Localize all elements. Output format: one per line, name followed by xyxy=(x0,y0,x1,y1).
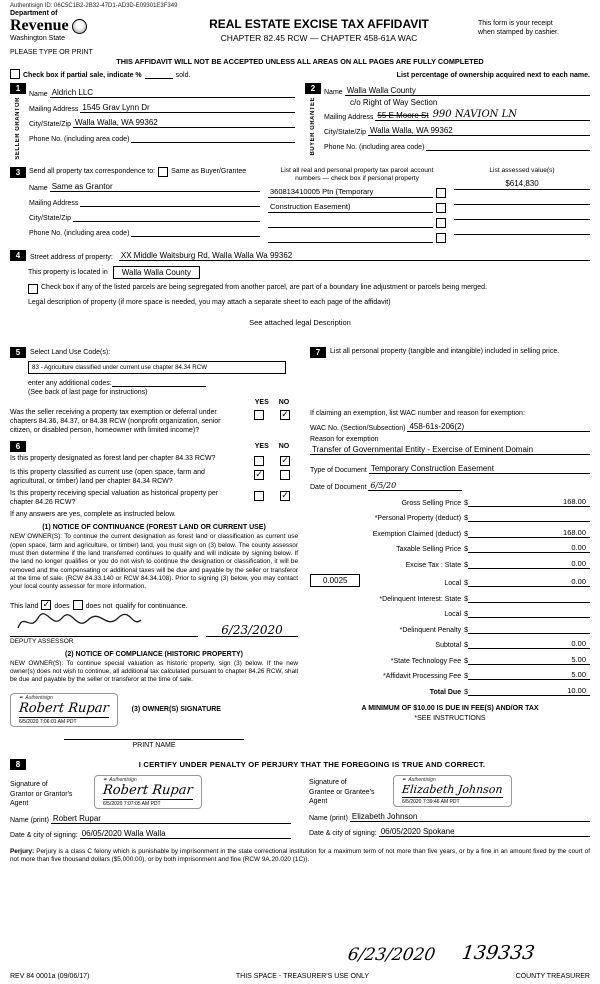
form-title: REAL ESTATE EXCISE TAX AFFIDAVIT xyxy=(209,17,429,31)
subtotal-label: Subtotal xyxy=(435,642,462,650)
additional-codes-field[interactable] xyxy=(112,376,206,387)
buyer-address-field[interactable] xyxy=(375,109,590,121)
reason-exemption-field[interactable] xyxy=(310,444,590,455)
exemption-claimed-label: Exemption Claimed (deduct) xyxy=(372,530,462,538)
partial-sale-percent-field[interactable] xyxy=(145,70,173,79)
excise-tax-local-label: Local xyxy=(444,580,462,588)
corr-phone-field[interactable] xyxy=(131,226,260,237)
parcel-field[interactable]: 360813410005 Ptn (Temporary xyxy=(268,187,433,198)
authentisign-label: Authentisign xyxy=(109,776,137,783)
gross-selling-price-field[interactable]: 168.00 xyxy=(468,497,590,507)
section-7-number: 7 xyxy=(310,347,326,358)
q2-yes-checkbox[interactable]: ✓ xyxy=(255,470,263,481)
dept-of-label: Department of xyxy=(10,10,58,17)
does-not-label: does not xyxy=(85,602,113,610)
type-of-document-label: Type of Document xyxy=(310,467,367,475)
qualify-label: qualify for continuance. xyxy=(115,602,188,610)
grantee-signature-timestamp: 6/5/2020 7:39:46 AM PDT xyxy=(402,797,503,806)
section-3-number: 3 xyxy=(10,167,26,178)
seller-name-field[interactable] xyxy=(50,87,295,98)
no-column-label: NO xyxy=(278,399,290,407)
corr-name-label: Name xyxy=(29,184,48,192)
owners-signature-label: (3) OWNER(S) SIGNATURE xyxy=(131,706,221,714)
dor-logo xyxy=(10,10,160,56)
buyer-care-of: c/o Right of Way Section xyxy=(350,98,438,107)
parcel-personal-checkbox[interactable] xyxy=(436,203,446,213)
buyer-address-struck-value: 55 E Moore St xyxy=(377,111,429,120)
segregated-checkbox[interactable] xyxy=(28,284,38,294)
washington-state-label: Washington State xyxy=(10,35,65,42)
corr-city-label: City/State/Zip xyxy=(29,214,72,222)
corr-name-field[interactable] xyxy=(50,181,260,192)
buyer-side-label: BUYER xyxy=(309,132,316,156)
seller-address-label: Mailing Address xyxy=(29,106,79,113)
corr-city-field[interactable] xyxy=(73,211,260,222)
authentisign-label: Authentisign xyxy=(408,776,436,783)
grantor-date-city-field[interactable] xyxy=(80,828,291,839)
excise-tax-state-label: Excise Tax : State xyxy=(405,561,462,569)
this-land-label: This land xyxy=(10,602,39,610)
notice-compliance-title: (2) NOTICE OF COMPLIANCE (HISTORIC PROPERTY) xyxy=(65,650,243,658)
excise-tax-state-field[interactable]: 0.00 xyxy=(468,559,590,569)
treasurer-space-label: THIS SPACE - TREASURER'S USE ONLY xyxy=(235,973,370,980)
land-use-section xyxy=(10,347,298,358)
delinquent-penalty-field[interactable] xyxy=(468,624,590,634)
section-6-number: 6 xyxy=(10,441,26,452)
grantee-side-label: GRANTEE xyxy=(309,97,316,130)
type-of-document-field[interactable] xyxy=(369,463,590,474)
grantor-date-city-value: 06/05/2020 Walla Walla xyxy=(81,828,166,838)
q1-no-checkbox[interactable]: ✓ xyxy=(281,456,289,467)
parcel-field[interactable] xyxy=(268,217,433,228)
land-use-title: Select Land Use Code(s): xyxy=(30,349,111,357)
perjury-statement: Perjury: Perjury is a class C felony which is punishable by imprisonment in the state correctional institution for a maximum term of not more than five years, or by a fine in an amount fixed by the court of not more than five thousand dollars ($5,000.00), or by both imprisonment and fine (RCW 9A.20.020 (1C)). xyxy=(10,847,590,863)
buyer-section xyxy=(305,83,590,160)
certify-statement: I CERTIFY UNDER PENALTY OF PERJURY THAT THE FOREGOING IS TRUE AND CORRECT. xyxy=(138,759,486,769)
buyer-name-field[interactable] xyxy=(345,85,590,96)
affidavit-page: Authentisign ID: 06C5C1B2-2B32-47D1-AD3D-E09301E3F349 Department of Revenue Washington State PLEASE TYPE OR PRINT REAL ESTATE EXCISE TAX AFFIDAVIT CHAPTER 82.45 RCW — CHAPTER 458-61A WAC This form is your receipt when stamped by cashier. THIS AFFIDAVIT WILL NOT BE ACCEPTED UNLESS ALL AREAS ON ALL PAGES ARE FULLY COMPLETED Check box if partial sale, indicate % sold. List percentage of ownership acquired next to each name. 1 SELLER GRANTOR Name Aldrich LLC Mailing Address 1545 Grav Lynn Dr City/State/Zip Walla Walla, WA 99362 Phone No. (including area code) 2 BUYER GRANTEE Name Walla Walla County c/o Right of Way Section Mailing Address 55 E Moore St 990 NAVION LN City/State/Zip Walla Walla, WA 99362 Phone No. (including area code) 3 Send all property tax correspondence to: Same as Buyer/Grantee Name Same as Grantor Mailing Address City/State/Zip Phone No. (including area code) List all real and personal property tax parcel account numbers — check box if personal property 360813410005 Ptn (Temporary Construction Easement) List assessed value(s) $614,830 4 Street address of property: XX Middle Waitsburg Rd, Walla Walla Wa 99362 This property is located in Walla Walla County Check box if any of the listed parcels are being segregated from another parcel, are part of a boundary line adjustment or parcels being merged. Legal description of property (if more space is needed, you may attach a separate sheet to each page of the affidavit) See attached legal Description 5 Select Land Use Code(s): 83 - Agriculture classified under current use chapter 84.34 RCW enter any additional codes: (See back of last page for instructions) YES NO Was the seller receiving a property tax exemption or deferral under chapters 84.36, 84.37, or 84.38 RCW (nonprofit organization, senior citizen, or disabled person, homeowner with limited income)? ✓ 6 YES NO Is this property designated as forest land per chapter 84.33 RCW? ✓ Is this property classified as current use (open space, farm and agricultural, or timber) land per chapter 84.34 RCW? ✓ Is this property receiving special valuation as historical property per chapter 84.26 RCW? ✓ If any answers are yes, complete as instructed below. (1) NOTICE OF CONTINUANCE (FOREST LAND OR CURRENT USE) NEW OWNER(S): To continue the current designation as forest land or classification as current use (open space, farm and agriculture, or timber) land, you must sign on (3) below. The county assessor must then determine if the land transferred continues to qualify and will indicate by signing below. If the land no longer qualifies or you do not wish to continue the designation or classification, it will be removed and the compensating or additional taxes will be due and payable by the seller or transferor at the time of sale. (RCW 84.33.140 or RCW 84.34.108). Prior to signing (3) below, you may contact your local county assessor for more information. This land ✓ does does not qualify for continuance. 6/23/2020 DEPUTY ASSESSOR (2) NOTICE OF COMPLIANCE (HISTORIC PROPERTY) NEW OWNER(S): To continue special valuation as historic property, sign (3) below. If the new owner(s) does not wish to continue, all additional tax calculated pursuant to chapter 84.26 RCW, shall be due and payable by the seller or transferor at the time of sale. ✒ Authentisign Robert Rupar 6/5/2020 7:06:01 AM PDT (3) OWNER(S) SIGNATURE PRINT NAME 7 List all personal property (tangible and intangible) included in selling price. If claiming an exemption, list WAC number and reason for exemption: WAC No. (Section/Subsection) 458-61s-206(2) Reason for exemption Transfer of Governmental Entity - Exercise of Eminent Domain Type of Document Temporary Construction Easement Date of Document 6/5/20 Gross Selling Price $ 168.00 *Personal Property (deduct) $ Exemption Claimed (deduct) $ 168.00 Taxable Selling Price $ 0.00 Excise Tax : State $ 0.00 0.0025 Local $ 0.00 *Delinquent Interest: State $ Local $ *Delinquent Penalty $ Subtotal $ 0.00 *State Technology Fee $ 5.00 *Affidavit Processing Fee $ 5.00 Total Due $ 10.00 A MINIMUM OF $10.00 IS DUE IN FEE(S) AND/OR TAX *SEE INSTRUCTIONS 8 I CERTIFY UNDER PENALTY OF PERJURY THAT THE FOREGOING IS TRUE AND CORRECT. Signature of Grantor or Grantor's Agent ✒ Authentisign Robert Rupar 6/5/2020 7:07:05 AM PDT Name (print) Robert Rupar Date & city of signing: 06/05/2020 Walla Walla Signature of Grantee or Grantee's Agent ✒ Authentisign Elizabeth Johnson 6/5/2020 7:39:46 AM PDT Name (print) Elizabeth Johnson Date & city of signing: 06/05/2020 Spokane Perjury: Perjury is a class C felony which is punishable by imprisonment in the state correctional institution for a maximum term of not more than five years, or by a fine in an amount fixed by the court of not more than five thousand dollars ($5,000.00), or by both imprisonment and fine (RCW 9A.20.020 (1C)). 6/23/2020 139333 REV 84 0001a (09/06/17) THIS SPACE - TREASURER'S USE ONLY COUNTY TREASURER xyxy=(0,0,600,984)
seller-city-field[interactable] xyxy=(73,117,295,128)
assessed-value-field[interactable] xyxy=(454,209,590,220)
treasurer-stamp-date: 6/23/2020 xyxy=(346,945,437,965)
classification-section xyxy=(10,441,298,452)
parcel-numbers-block xyxy=(268,167,446,243)
located-in-label: This property is located in xyxy=(28,269,108,277)
located-county-field[interactable]: Walla Walla County xyxy=(113,266,200,279)
assessor-date-line[interactable] xyxy=(206,624,298,637)
parcel-personal-checkbox[interactable] xyxy=(436,188,446,198)
see-instructions-note: *SEE INSTRUCTIONS xyxy=(414,714,486,722)
owner-signature-value: Robert Rupar xyxy=(18,700,110,716)
assessor-signature-scribble xyxy=(14,610,144,634)
notice-continuance-body: NEW OWNER(S): To continue the current designation as forest land or classification as current use (open space, farm and agriculture, or timber) land, you must sign on (3) below. The county assessor must then determine if the land transferred continues to qualify and will indicate by signing below. If the land no longer qualifies or you do not wish to continue the designation or classification, it will be removed and the compensating or additional taxes will be due and payable by the seller or transferor at the time of sale. (RCW 84.33.140 or RCW 84.34.108). Prior to signing (3) below, you may contact your local county assessor for more information. xyxy=(10,533,298,591)
partial-sale-sold-label: sold. xyxy=(175,72,191,79)
seller-address-value: 1545 Grav Lynn Dr xyxy=(82,103,150,112)
print-name-label: PRINT NAME xyxy=(132,741,176,749)
affidavit-processing-fee-field[interactable]: 5.00 xyxy=(468,670,590,680)
authentisign-label: Authentisign xyxy=(25,694,53,701)
section-2-number: 2 xyxy=(305,83,321,94)
q3-yes-checkbox[interactable] xyxy=(254,491,264,501)
ownership-note: List percentage of ownership acquired next to each name. xyxy=(396,72,590,79)
q2-no-checkbox[interactable] xyxy=(280,470,290,480)
affidavit-processing-fee-label: *Affidavit Processing Fee xyxy=(383,673,462,681)
personal-property-deduct-label: *Personal Property (deduct) xyxy=(374,515,462,523)
assessor-date-value: 6/23/2020 xyxy=(221,622,283,637)
legal-description-label: Legal description of property (if more space is needed, you may attach a separate sheet to each page of the affidavit) xyxy=(28,299,391,307)
personal-property-blank-area[interactable] xyxy=(310,358,590,410)
if-yes-note: If any answers are yes, complete as instructed below. xyxy=(10,511,176,519)
grantee-date-city-field[interactable] xyxy=(379,826,590,837)
certification-section xyxy=(10,759,590,770)
notice-compliance-body: NEW OWNER(S): To continue special valuation as historic property, sign (3) below. If the new owner(s) does not wish to continue, all additional tax calculated pursuant to chapter 84.26 RCW, shall be due and payable by the seller or transferor at the time of sale. xyxy=(10,659,298,684)
grantee-date-city-label: Date & city of signing: xyxy=(309,829,377,837)
acceptance-warning: THIS AFFIDAVIT WILL NOT BE ACCEPTED UNLESS ALL AREAS ON ALL PAGES ARE FULLY COMPLETED xyxy=(116,57,484,66)
seller-name-label: Name xyxy=(29,91,48,98)
buyer-name-label: Name xyxy=(324,89,343,96)
state-technology-fee-label: *State Technology Fee xyxy=(390,657,462,665)
grantor-name-print-label: Name (print) xyxy=(10,816,49,824)
send-correspondence-label: Send all property tax correspondence to: xyxy=(29,168,156,176)
seller-name-value: Aldrich LLC xyxy=(51,88,94,97)
authentisign-icon: ✒ xyxy=(103,776,108,783)
section-1-number: 1 xyxy=(10,83,26,94)
delinquent-penalty-label: *Delinquent Penalty xyxy=(399,626,462,634)
buyer-name-value: Walla Walla County xyxy=(346,86,416,95)
grantor-side-label: GRANTOR xyxy=(14,97,21,131)
grantee-signature-label: Signature of xyxy=(309,779,347,787)
does-label: does xyxy=(54,602,70,610)
seller-address-field[interactable] xyxy=(80,102,295,113)
s5-yes-checkbox[interactable] xyxy=(254,410,264,420)
type-or-print-label: PLEASE TYPE OR PRINT xyxy=(10,49,93,56)
grantee-name-print-label: Name (print) xyxy=(309,814,348,822)
buyer-city-value: Walla Walla, WA 99362 xyxy=(370,126,453,135)
delinquent-interest-state-label: *Delinquent Interest: State xyxy=(379,595,462,603)
tax-correspondence-section xyxy=(10,167,590,243)
current-use-question: Is this property classified as current use (open space, farm and agricultural, or timber) land per chapter 84.34 RCW? xyxy=(10,469,205,486)
corr-address-field[interactable] xyxy=(80,196,260,207)
buyer-address-handwritten-value: 990 NAVION LN xyxy=(432,109,517,120)
grantee-signature-value: Elizabeth Johnson xyxy=(401,782,504,796)
s5-no-checkbox[interactable]: ✓ xyxy=(281,410,289,421)
parcel-personal-checkbox[interactable] xyxy=(436,218,446,228)
assessed-value-field[interactable] xyxy=(454,224,590,235)
forest-land-question: Is this property designated as forest land per chapter 84.33 RCW? xyxy=(10,455,216,463)
seller-city-value: Walla Walla, WA 99362 xyxy=(75,118,158,127)
parcel-numbers-header: List all real and personal property tax parcel account numbers — check box if personal property xyxy=(280,166,434,182)
street-address-label: Street address of property: xyxy=(30,254,113,262)
excise-tax-local-field[interactable]: 0.00 xyxy=(468,577,590,587)
wac-number-field[interactable] xyxy=(407,421,590,432)
seller-side-label: SELLER xyxy=(14,132,21,160)
authentisign-icon: ✒ xyxy=(19,694,24,701)
buyer-phone-field[interactable] xyxy=(426,140,590,151)
buyer-city-label: City/State/Zip xyxy=(324,129,367,136)
land-use-code-select[interactable]: 83 - Agriculture classified under current use chapter 84.34 RCW xyxy=(28,361,286,374)
see-back-note: (See back of last page for instructions) xyxy=(28,389,148,397)
authentisign-id: Authentisign ID: 06C5C1B2-2B32-47D1-AD3D-E09301E3F349 xyxy=(10,3,178,9)
exemption-deferral-question: Was the seller receiving a property tax exemption or deferral under chapters 84.36, 84.37, or 84.38 RCW (nonprofit organization, senior citizen, or disabled person, homeowner with limited income)? xyxy=(10,409,221,434)
buyer-phone-label: Phone No. (including area code) xyxy=(324,144,425,151)
type-of-document-value: Temporary Construction Easement xyxy=(370,464,494,474)
assessed-value-field[interactable] xyxy=(454,194,590,205)
grantee-name-print-field[interactable] xyxy=(350,811,590,822)
parcel-personal-checkbox[interactable] xyxy=(436,233,446,243)
street-address-field[interactable] xyxy=(119,250,590,261)
segregated-label: Check box if any of the listed parcels are being segregated from another parcel, are part of a boundary line adjustment or parcels being merged. xyxy=(41,284,487,292)
treasurer-stamp-number: 139333 xyxy=(460,942,537,964)
partial-sale-label: Check box if partial sale, indicate % xyxy=(23,72,142,79)
wac-number-label: WAC No. (Section/Subsection) xyxy=(310,425,406,433)
street-address-value: XX Middle Waitsburg Rd, Walla Walla Wa 99362 xyxy=(120,251,293,261)
parcel-field[interactable] xyxy=(268,232,433,243)
seller-phone-field[interactable] xyxy=(131,132,295,143)
delinquent-interest-state-field[interactable] xyxy=(468,593,590,603)
historic-property-question: Is this property receiving special valuation as historical property per chapter 84.26 RCW? xyxy=(10,489,219,506)
corr-name-value: Same as Grantor xyxy=(51,181,113,191)
grantor-signature-value: Robert Rupar xyxy=(102,782,194,798)
grantor-signature-label: Signature of xyxy=(10,781,48,789)
exemption-claim-label: If claiming an exemption, list WAC number and reason for exemption: xyxy=(310,410,525,418)
yes-column-label: YES xyxy=(254,399,269,407)
total-due-field[interactable]: 10.00 xyxy=(468,686,590,696)
reason-exemption-value: Transfer of Governmental Entity - Exercise of Eminent Domain xyxy=(312,445,534,455)
print-name-line[interactable] xyxy=(64,737,244,740)
q3-no-checkbox[interactable]: ✓ xyxy=(281,490,289,501)
total-due-label: Total Due xyxy=(429,688,462,696)
exemption-claimed-field[interactable]: 168.00 xyxy=(468,528,590,538)
yes-column-label: YES xyxy=(254,443,269,451)
grantee-date-city-value: 06/05/2020 Spokane xyxy=(380,826,455,836)
legal-description-value: See attached legal Description xyxy=(249,318,351,328)
authentisign-icon: ✒ xyxy=(402,776,407,783)
delinquent-interest-local-label: Local xyxy=(444,611,462,619)
deputy-assessor-label: DEPUTY ASSESSOR xyxy=(10,637,74,645)
form-header xyxy=(10,10,590,56)
partial-sale-checkbox[interactable] xyxy=(10,69,20,79)
same-as-buyer-checkbox[interactable] xyxy=(158,167,168,177)
form-subtitle: CHAPTER 82.45 RCW — CHAPTER 458-61A WAC xyxy=(220,33,418,43)
delinquent-interest-local-field[interactable] xyxy=(468,608,590,618)
grantor-date-city-label: Date & city of signing: xyxy=(10,831,78,839)
personal-property-deduct-field[interactable] xyxy=(468,512,590,522)
wac-number-value: 458-61s-206(2) xyxy=(409,422,465,432)
seller-city-label: City/State/Zip xyxy=(29,121,72,128)
county-treasurer-label: COUNTY TREASURER xyxy=(515,973,590,980)
selling-price-section: 7 List all personal property (tangible and intangible) included in selling price. If claiming an exemption, list WAC number and reason for exemption: WAC No. (Section/Subsection) 458-61s-206(2) Reason for exemption Transfer of Governmental Entity - Exercise of Eminent Domain Type of Document Temporary Construction Easement Date of Document 6/5/20 Gross Selling Price $ 168.00 *Personal Property (deduct) $ Exemption Claimed (deduct) $ 168.00 Taxable Selling Price $ 0.00 Excise Tax : State $ 0.00 0.0025 Local $ 0.00 *Delinquent Interest: State $ Local $ *Delinquent Penalty $ Subtotal $ 0.00 *State Technology Fee $ 5.00 *Affidavit Processing Fee $ 5.00 Total Due $ 10.00 A MINIMUM OF $10.00 IS DUE IN FEE(S) AND/OR TAX *SEE INSTRUCTIONS xyxy=(310,347,590,722)
grantor-signature-timestamp: 6/5/2020 7:07:05 AM PDT xyxy=(103,799,193,808)
buyer-address-label: Mailing Address xyxy=(324,114,374,121)
grantor-name-print-value: Robert Rupar xyxy=(52,813,101,823)
grantor-name-print-field[interactable] xyxy=(51,813,291,824)
parcel-field[interactable]: Construction Easement) xyxy=(268,202,433,213)
buyer-city-field[interactable] xyxy=(368,125,590,136)
taxable-selling-price-label: Taxable Selling Price xyxy=(396,546,462,554)
grantee-signature-widget[interactable] xyxy=(393,775,512,807)
revenue-wordmark: Revenue xyxy=(10,17,69,34)
grantor-signature-widget[interactable] xyxy=(94,775,202,809)
section-4-number: 4 xyxy=(10,250,26,261)
local-rate-box: 0.0025 xyxy=(310,574,360,587)
personal-property-label: List all personal property (tangible and intangible) included in selling price. xyxy=(330,348,560,356)
assessed-value-field[interactable]: $614,830 xyxy=(454,179,590,190)
gross-selling-price-label: Gross Selling Price xyxy=(401,499,462,507)
section-5-number: 5 xyxy=(10,347,26,358)
receipt-note: This form is your receipt when stamped by cashier. xyxy=(478,20,559,37)
no-column-label: NO xyxy=(278,443,290,451)
notice-continuance-title: (1) NOTICE OF CONTINUANCE (FOREST LAND OR CURRENT USE) xyxy=(42,524,266,532)
additional-codes-label: enter any additional codes: xyxy=(28,380,112,388)
does-not-checkbox[interactable] xyxy=(73,600,83,610)
assessed-values-header: List assessed value(s) xyxy=(489,166,555,174)
property-address-section xyxy=(10,250,590,327)
date-of-document-field[interactable] xyxy=(368,480,462,491)
seller-section xyxy=(10,83,295,160)
section-8-number: 8 xyxy=(10,759,26,770)
date-of-document-value: 6/5/20 xyxy=(370,481,397,491)
seller-phone-label: Phone No. (including area code) xyxy=(29,136,130,143)
subtotal-field[interactable]: 0.00 xyxy=(468,639,590,649)
corr-address-label: Mailing Address xyxy=(29,199,79,207)
same-as-buyer-label: Same as Buyer/Grantee xyxy=(171,168,247,176)
assessed-values-block xyxy=(454,167,590,243)
reason-exemption-label: Reason for exemption xyxy=(310,436,379,444)
deputy-assessor-signature-line[interactable] xyxy=(10,626,198,637)
corr-phone-label: Phone No. (including area code) xyxy=(29,229,130,237)
state-technology-fee-field[interactable]: 5.00 xyxy=(468,655,590,665)
taxable-selling-price-field[interactable]: 0.00 xyxy=(468,543,590,553)
state-seal-icon xyxy=(72,19,87,34)
does-checkbox[interactable]: ✓ xyxy=(42,599,51,610)
q1-yes-checkbox[interactable] xyxy=(254,456,264,466)
grantee-name-print-value: Elizabeth Johnson xyxy=(351,811,418,821)
form-number: REV 84 0001a (09/06/17) xyxy=(10,973,90,980)
date-of-document-label: Date of Document xyxy=(310,484,367,492)
owner-signature-timestamp: 6/5/2020 7:06:01 AM PDT xyxy=(19,717,109,726)
minimum-due-note: A MINIMUM OF $10.00 IS DUE IN FEE(S) AND/OR TAX xyxy=(361,704,539,712)
owner-signature-widget[interactable] xyxy=(10,693,118,727)
